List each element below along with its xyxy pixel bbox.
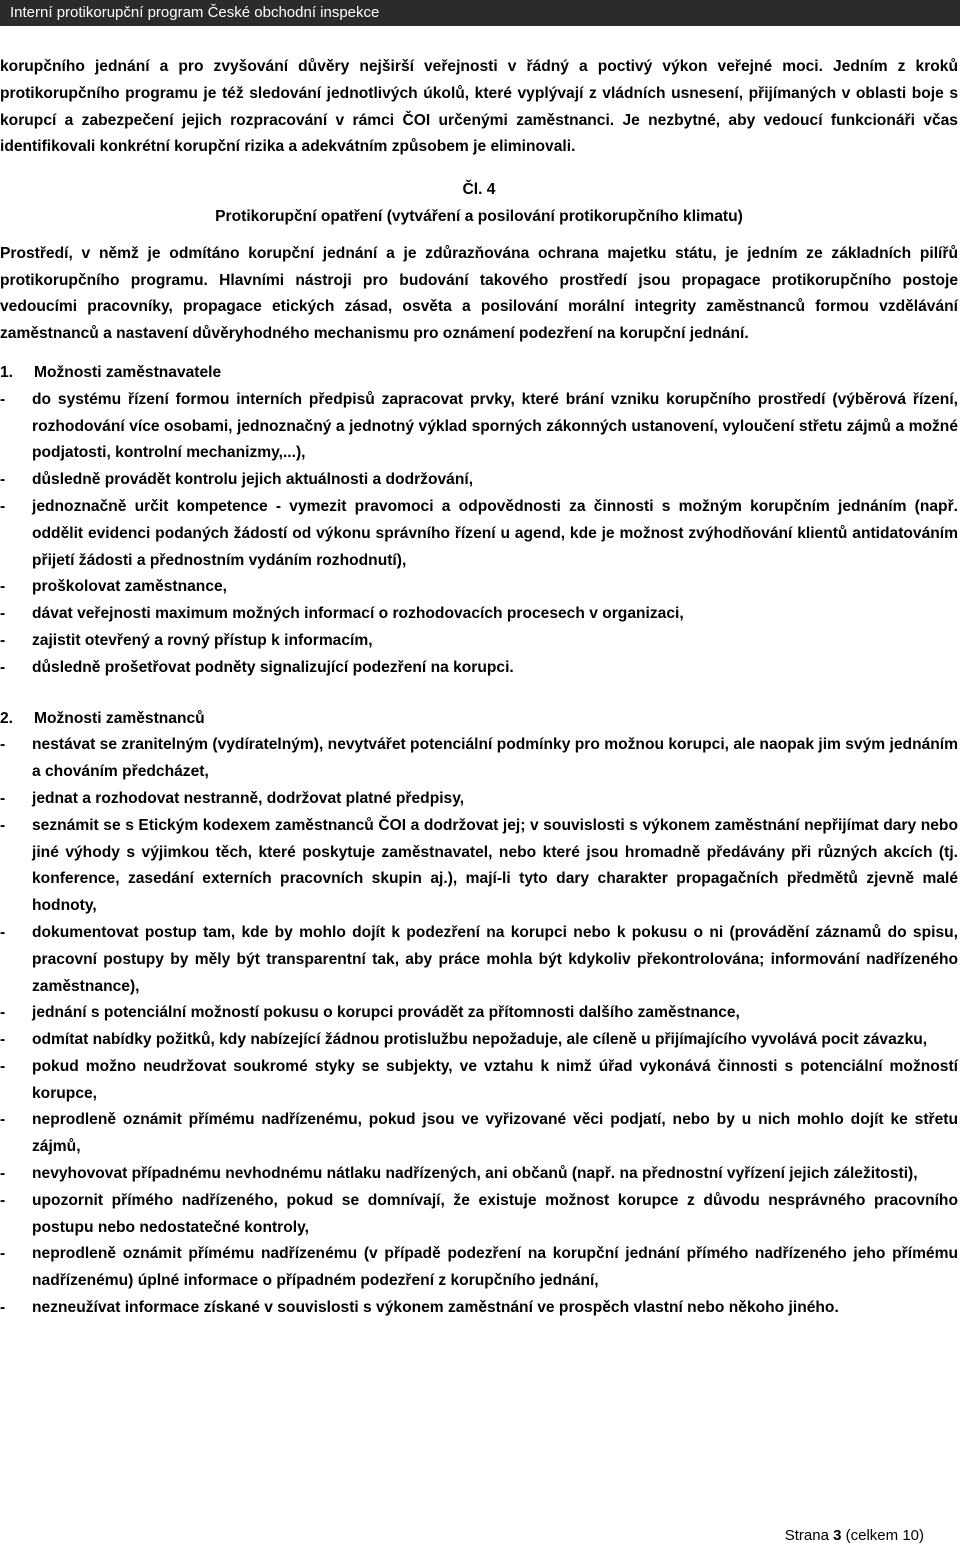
list-item: - neprodleně oznámit přímému nadřízenému (v případě podezření na korupční jednání přímého nadřízeného jeho přímému nadřízenému) úplné informace o případném podezření z korupčního jednání, — [0, 1245, 958, 1290]
section-1-title: Možnosti zaměstnavatele — [34, 363, 222, 381]
article-body: Prostředí, v němž je odmítáno korupční jednání a je zdůrazňována ochrana majetku státu, je jedním ze základních pilířů protikorupčního programu. Hlavními nástroji pro budování takového prostředí jsou propagace protikorupčního postoje vedoucími pracovníky, propagace etických zásad, osvěta a posilování morální integrity zaměstnanců formou vzdělávání zaměstnanců a nastavení důvěryhodného mechanismu pro oznámení podezření na korupční jednání. — [0, 244, 958, 343]
section-1-list — [0, 387, 958, 682]
intro-text-1: korupčního jednání a pro zvyšování důvěry nejširší veřejnosti v řádný a poctivý výkon veřejné moci. Jedním z kroků protikorupčního programu je též sledování jednotlivých úkolů, které vyplývají z vládních usnesení, přijímaných v oblasti boje s korupcí a zabezpečení jejich rozpracování v rámci ČOI určenými zaměstnanci. — [0, 58, 958, 129]
list-item: - odmítat nabídky požitků, kdy nabízející žádnou protislužbu nepožaduje, ale cíleně u přijímajícího vyvolává pocit závazku, — [0, 1031, 928, 1049]
list-item: - nezneužívat informace získané v souvislosti s výkonem zaměstnání ve prospěch vlastní nebo někoho jiného. — [0, 1299, 839, 1317]
list-item: - jednoznačně určit kompetence - vymezit pravomoci a odpovědnosti za činnosti s možným korupčním jednáním (např. oddělit evidenci podaných žádostí od výkonu správního řízení u agend, kde je možnost zvýhodňování klientů antidatováním přijetí žádosti a přednostním vydáním rozhodnutí), — [0, 497, 958, 569]
section-1-number: 1. — [0, 363, 14, 381]
list-item: - seznámit se s Etickým kodexem zaměstnanců ČOI a dodržovat jej; v souvislosti s výkonem zaměstnání nepřijímat dary nebo jiné výhody s výjimkou těch, které poskytuje zaměstnavatel, nebo které jsou hromadně předávány při různých akcích (tj. konference, zasedání externích pracovních skupin aj.), mají-li tyto dary charakter propagačních předmětů zjevně malé hodnoty, — [0, 816, 958, 915]
page-total: (celkem 10) — [845, 1527, 924, 1544]
section-2-heading — [0, 706, 958, 733]
list-item: - proškolovat zaměstnance, — [0, 578, 227, 596]
list-item: - dávat veřejnosti maximum možných informací o rozhodovacích procesech v organizaci, — [0, 605, 684, 623]
list-item: - do systému řízení formou interních předpisů zapracovat prvky, které brání vzniku korupčního prostředí (výběrová řízení, rozhodování více osobami, jednoznačný a jednotný výklad sporných zákonných ustanovení, vyloučení střetu zájmů a možné podjatosti, kontrolní mechanizmy,...), — [0, 390, 958, 462]
page-footer — [785, 1527, 924, 1544]
list-item: - upozornit přímého nadřízeného, pokud se domnívají, že existuje možnost korupce z důvodu nesprávného pracovního postupu nebo nedostatečné kontroly, — [0, 1191, 958, 1236]
list-item: - neprodleně oznámit přímému nadřízenému, pokud jsou ve vyřizované věci podjatí, nebo by u nich mohlo dojít ke střetu zájmů, — [0, 1111, 958, 1156]
section-1-heading — [0, 360, 958, 387]
article-number: Čl. 4 — [462, 181, 496, 199]
list-item: - jednání s potenciální možností pokusu o korupci provádět za přítomnosti dalšího zaměstnance, — [0, 1004, 740, 1022]
document-body — [0, 54, 958, 1322]
list-item: - důsledně provádět kontrolu jejich aktuálnosti a dodržování, — [0, 471, 474, 489]
section-2-title: Možnosti zaměstnanců — [34, 709, 205, 727]
page-label: Strana — [784, 1527, 829, 1544]
list-item: - dokumentovat postup tam, kde by mohlo dojít k podezření na korupci nebo k pokusu o ni (provádění záznamů do spisu, pracovní postupy by měly být transparentní tak, aby práce mohla být kdykoliv překontrolována; informování nadřízeného zaměstnance), — [0, 923, 958, 995]
list-item: - nevyhovovat případnému nevhodnému nátlaku nadřízených, ani občanů (např. na přednostní vyřízení jejich záležitosti), — [0, 1165, 918, 1183]
list-item: - nestávat se zranitelným (vydíratelným), nevytvářet potenciální podmínky pro možnou korupci, ale naopak jim svým jednáním a chováním předcházet, — [0, 736, 958, 781]
page-number: 3 — [833, 1527, 842, 1544]
section-2-list — [0, 732, 958, 1322]
list-item: - jednat a rozhodovat nestranně, dodržovat platné předpisy, — [0, 789, 465, 807]
document-title-bar — [0, 0, 960, 26]
section-2-number: 2. — [0, 709, 14, 727]
list-item: - důsledně prošetřovat podněty signalizující podezření na korupci. — [0, 658, 514, 676]
list-item: - zajistit otevřený a rovný přístup k informacím, — [0, 631, 373, 649]
document-title: Interní protikorupční program České obchodní inspekce — [10, 4, 380, 21]
article-title: Protikorupční opatření (vytváření a posilování protikorupčního klimatu) — [215, 207, 743, 225]
intro-text-2: Je nezbytné, aby vedoucí funkcionáři včas identifikovali konkrétní korupční rizika a adekvátním způsobem je eliminovali. — [0, 111, 958, 156]
list-item: - pokud možno neudržovat soukromé styky se subjekty, ve vztahu k nimž úřad vykonává činnosti s potenciální možností korupce, — [0, 1057, 958, 1102]
intro-paragraph — [0, 54, 958, 161]
